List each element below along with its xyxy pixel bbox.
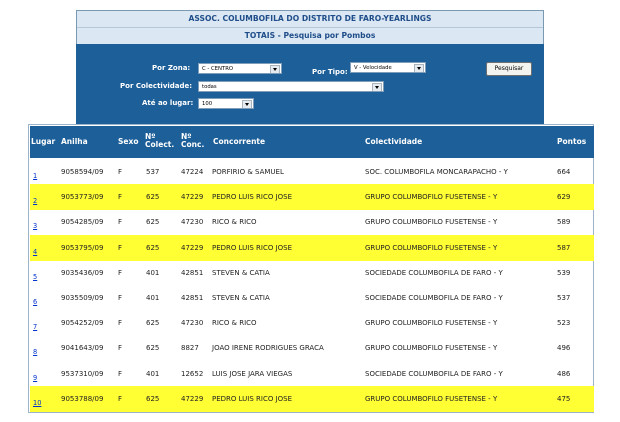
- sexo-cell: F: [118, 268, 123, 277]
- anilha-cell: 9041643/09: [61, 344, 104, 353]
- pontos-cell: 475: [557, 394, 571, 403]
- chevron-down-icon: [242, 100, 252, 109]
- filter-panel: [76, 44, 544, 124]
- search-button[interactable]: Pesquisar: [486, 62, 532, 76]
- sexo-cell: F: [118, 369, 123, 378]
- sexo-cell: F: [118, 319, 123, 328]
- lugar-link[interactable]: 10: [33, 398, 42, 407]
- lugar-link[interactable]: 6: [33, 298, 38, 306]
- col-concorrente-header: Concorrente: [213, 137, 266, 146]
- colectividade-select-value: todas: [202, 84, 217, 90]
- conc-cell: 47224: [181, 168, 204, 176]
- concorrente-cell: PEDRO LUIS RICO JOSE: [212, 193, 293, 202]
- col-lugar-header: Lugar: [31, 137, 56, 146]
- table-row: [30, 184, 594, 210]
- lugar-link[interactable]: 3: [33, 222, 38, 231]
- pontos-cell: 587: [557, 243, 571, 252]
- col-colect-header: [145, 133, 174, 149]
- anilha-cell: 9537310/09: [61, 369, 104, 378]
- chevron-down-icon: [372, 83, 382, 92]
- page-header: [76, 10, 544, 45]
- sexo-cell: F: [118, 243, 123, 252]
- colectividade-cell: GRUPO COLUMBOFILO FUSETENSE - Y: [365, 218, 498, 227]
- anilha-cell: 9054252/09: [61, 319, 104, 328]
- anilha-cell: 9035509/09: [61, 294, 104, 302]
- table-row: [30, 260, 594, 286]
- anilha-cell: 9053788/09: [61, 394, 104, 403]
- pontos-cell: 496: [557, 344, 571, 353]
- lugar-link[interactable]: 5: [33, 272, 38, 281]
- chevron-down-icon: [270, 65, 280, 74]
- sexo-cell: F: [118, 193, 123, 202]
- lugar-link[interactable]: 2: [33, 197, 38, 206]
- table-row: [30, 159, 594, 185]
- colect-cell: 625: [146, 243, 160, 252]
- conc-cell: 47229: [181, 193, 204, 202]
- colect-cell: 625: [146, 319, 160, 328]
- anilha-cell: 9035436/09: [61, 268, 104, 277]
- pontos-cell: 589: [557, 218, 571, 227]
- col-colect-header-line1: Nº: [145, 132, 156, 141]
- colectividade-label: Por Colectividade:: [120, 82, 193, 90]
- conc-cell: 47230: [181, 218, 204, 227]
- concorrente-cell: STEVEN & CATIA: [212, 268, 270, 277]
- conc-cell: 47229: [181, 394, 204, 403]
- page-subtitle: TOTAIS - Pesquisa por Pombos: [244, 31, 376, 40]
- lugar-label: Até ao lugar:: [142, 99, 194, 107]
- table-row: [30, 209, 594, 235]
- colectividade-cell: SOCIEDADE COLUMBOFILA DE FARO - Y: [365, 369, 503, 378]
- concorrente-cell: JOAO IRENE RODRIGUES GRACA: [212, 344, 324, 353]
- col-anilha-header: Anilha: [61, 137, 88, 146]
- col-pontos-header: Pontos: [557, 137, 587, 146]
- anilha-cell: 9054285/09: [61, 218, 104, 227]
- col-conc-header-line2: Conc.: [181, 140, 205, 149]
- concorrente-cell: LUIS JOSE JARA VIEGAS: [212, 369, 293, 378]
- pontos-cell: 629: [557, 193, 571, 202]
- anilha-cell: 9053795/09: [61, 243, 104, 252]
- col-conc-header-line1: Nº: [181, 132, 192, 141]
- concorrente-cell: STEVEN & CATIA: [212, 294, 270, 302]
- pontos-cell: 486: [557, 369, 571, 378]
- tipo-label: Por Tipo:: [312, 68, 348, 76]
- colectividade-cell: SOCIEDADE COLUMBOFILA DE FARO - Y: [365, 268, 503, 277]
- lugar-link[interactable]: 8: [33, 348, 38, 357]
- col-colect-header-line2: Colect.: [145, 140, 175, 149]
- concorrente-cell: PEDRO LUIS RICO JOSE: [212, 394, 293, 403]
- table-row: [30, 386, 594, 412]
- concorrente-cell: RICO & RICO: [212, 319, 257, 328]
- anilha-cell: 9053773/09: [61, 193, 104, 202]
- colect-cell: 625: [146, 344, 160, 353]
- table-header: [30, 126, 594, 158]
- lugar-link[interactable]: 7: [33, 323, 38, 332]
- col-conc-header: [181, 133, 204, 149]
- concorrente-cell: RICO & RICO: [212, 218, 257, 227]
- colectividade-cell: GRUPO COLUMBOFILO FUSETENSE - Y: [365, 344, 498, 353]
- conc-cell: 42851: [181, 268, 204, 277]
- zona-label: Por Zona:: [152, 64, 191, 72]
- sexo-cell: F: [118, 344, 123, 353]
- colect-cell: 625: [146, 218, 160, 227]
- colect-cell: 625: [146, 193, 160, 202]
- table-row: [30, 285, 594, 311]
- tipo-select[interactable]: [350, 62, 426, 73]
- pontos-cell: 537: [557, 294, 571, 302]
- sexo-cell: F: [118, 294, 123, 302]
- col-colectividade-header: Colectividade: [365, 137, 423, 146]
- conc-cell: 47229: [181, 243, 204, 252]
- colect-cell: 401: [146, 268, 160, 277]
- table-row: [30, 361, 594, 387]
- colect-cell: 401: [146, 369, 160, 378]
- colect-cell: 537: [146, 168, 160, 176]
- conc-cell: 8827: [181, 344, 199, 353]
- colectividade-cell: SOCIEDADE COLUMBOFILA DE FARO - Y: [365, 294, 503, 302]
- association-title: ASSOC. COLUMBOFILA DO DISTRITO DE FARO-YEARLINGS: [77, 11, 543, 28]
- colect-cell: 625: [146, 394, 160, 403]
- sexo-cell: F: [118, 168, 123, 176]
- colectividade-cell: GRUPO COLUMBOFILO FUSETENSE - Y: [365, 319, 498, 328]
- lugar-link[interactable]: 1: [33, 172, 38, 180]
- conc-cell: 42851: [181, 294, 204, 302]
- colectividade-cell: GRUPO COLUMBOFILO FUSETENSE - Y: [365, 243, 498, 252]
- lugar-link[interactable]: 9: [33, 373, 38, 382]
- zona-select-value: C - CENTRO: [202, 66, 234, 72]
- colectividade-select[interactable]: [198, 81, 384, 92]
- pontos-cell: 523: [557, 319, 571, 328]
- lugar-select-value: 100: [202, 101, 213, 107]
- colectividade-cell: GRUPO COLUMBOFILO FUSETENSE - Y: [365, 193, 498, 202]
- table-row: [30, 310, 594, 336]
- lugar-link[interactable]: 4: [33, 247, 38, 256]
- conc-cell: 12652: [181, 369, 204, 378]
- concorrente-cell: PORFIRIO & SAMUEL: [212, 168, 284, 176]
- zona-select[interactable]: [198, 63, 282, 74]
- col-sexo-header: Sexo: [118, 137, 139, 146]
- pontos-cell: 539: [557, 268, 571, 277]
- colectividade-cell: GRUPO COLUMBOFILO FUSETENSE - Y: [365, 394, 498, 403]
- table-row: [30, 335, 594, 361]
- concorrente-cell: PEDRO LUIS RICO JOSE: [212, 243, 293, 252]
- anilha-cell: 9058594/09: [61, 168, 104, 176]
- colect-cell: 401: [146, 294, 160, 302]
- sexo-cell: F: [118, 218, 123, 227]
- colectividade-cell: SOC. COLUMBOFILA MONCARAPACHO - Y: [365, 168, 508, 176]
- tipo-select-value: V - Velocidade: [354, 65, 392, 71]
- lugar-select[interactable]: [198, 98, 254, 109]
- pontos-cell: 664: [557, 168, 571, 176]
- results-table: [28, 124, 594, 413]
- chevron-down-icon: [414, 64, 424, 73]
- table-row: [30, 235, 594, 261]
- sexo-cell: F: [118, 394, 123, 403]
- conc-cell: 47230: [181, 319, 204, 328]
